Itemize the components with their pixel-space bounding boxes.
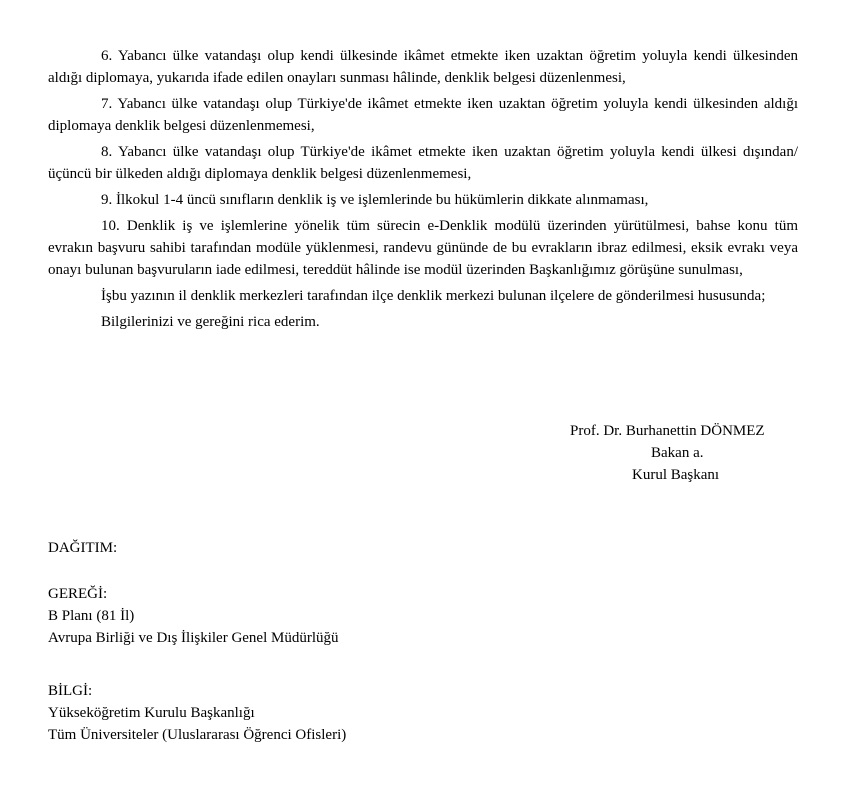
paragraph-closing: Bilgilerinizi ve gereğini rica ederim. [101,314,320,330]
signatory-role: Bakan a. [651,445,704,461]
action-recipients-block [48,583,748,649]
info-recipients-block [48,680,748,746]
paragraph-item-8: 8. Yabancı ülke vatandaşı olup Türkiye'de ikâmet etmekte iken uzaktan öğretim yoluyla kendi ülkesi dışından/üçüncü bir ülkeden aldığı diplomaya denklik belgesi düzenlenmemesi, [48,144,798,182]
paragraph-forwarding: İşbu yazının il denklik merkezleri tarafından ilçe denklik merkezi bulunan ilçelere de gönderilmesi hususunda; [101,288,766,304]
signatory-title: Kurul Başkanı [632,467,720,483]
action-recipient: B Planı (81 İl) [48,608,135,624]
info-heading: BİLGİ: [48,683,93,699]
distribution-heading: DAĞITIM: [48,540,118,556]
paragraph-item-9: 9. İlkokul 1-4 üncü sınıfların denklik iş ve işlemlerinde bu hükümlerin dikkate alınmaması, [101,192,649,208]
paragraph-item-6: 6. Yabancı ülke vatandaşı olup kendi ülkesinde ikâmet etmekte iken uzaktan öğretim yoluyla kendi ülkesinden aldığı diplomaya, yukarıda ifade edilen onayları sunması hâlinde, denklik belgesi düzenlenmesi, [48,48,798,86]
paragraph-item-10: 10. Denklik iş ve işlemlerine yönelik tüm sürecin e-Denklik modülü üzerinden yürütülmesi, bahse konu tüm evrakın başvuru sahibi tarafından modüle yüklenmesi, randevu gününde de bu evrakların ibraz edilmesi, eksik evrakı veya onayı bulunan başvuruların iade edilmesi, tereddüt hâlinde ise modül üzerinden Başkanlığımız görüşüne sunulması, [48,218,798,278]
distribution-heading-block [48,537,748,559]
signature-block [540,420,830,486]
info-recipient: Yükseköğretim Kurulu Başkanlığı [48,705,255,721]
signatory-name: Prof. Dr. Burhanettin DÖNMEZ [570,423,765,439]
letter-body [48,45,798,337]
action-recipient: Avrupa Birliği ve Dış İlişkiler Genel Müdürlüğü [48,630,339,646]
action-heading: GEREĞİ: [48,586,108,602]
info-recipient: Tüm Üniversiteler (Uluslararası Öğrenci Ofisleri) [48,727,347,743]
paragraph-item-7: 7. Yabancı ülke vatandaşı olup Türkiye'de ikâmet etmekte iken uzaktan öğretim yoluyla kendi ülkesinden aldığı diplomaya denklik belgesi düzenlenmemesi, [48,96,798,134]
